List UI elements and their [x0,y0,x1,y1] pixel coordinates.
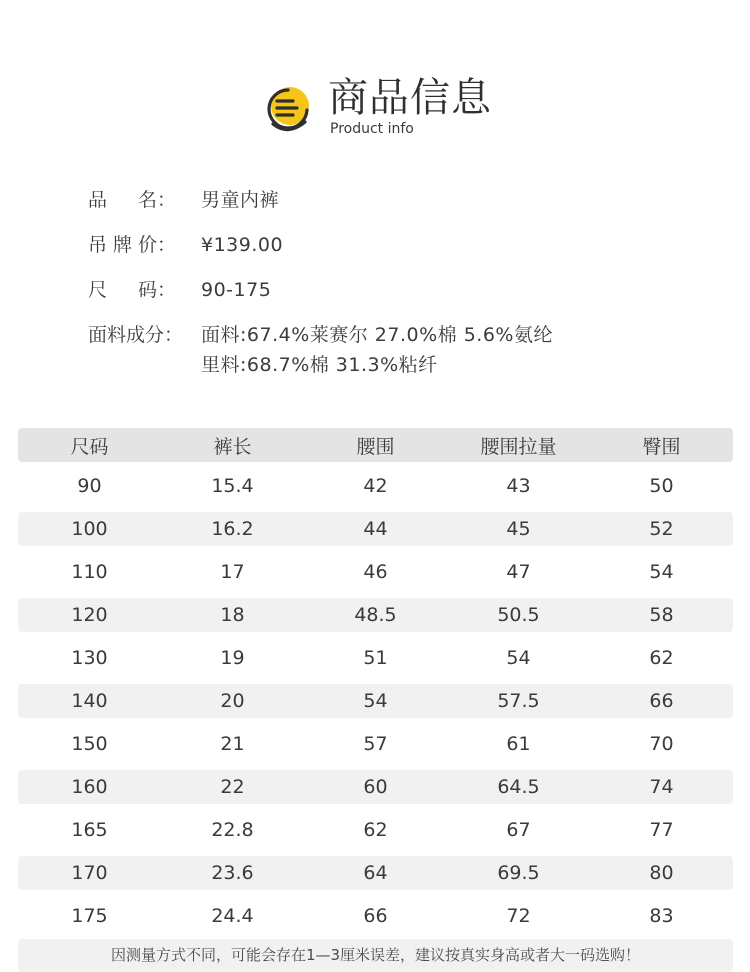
table-cell: 54 [506,647,531,669]
table-cell: 51 [363,647,388,669]
table-cell: 20 [220,690,245,712]
table-cell: 57 [363,733,388,755]
table-cell: 44 [363,518,388,540]
info-label: 尺 码： [88,279,176,301]
info-label: 品 名： [88,189,176,211]
table-cell: 130 [71,647,108,669]
table-cell: 50 [649,475,674,497]
info-value: ¥139.00 [201,234,284,256]
table-cell: 61 [506,733,531,755]
table-cell: 42 [363,475,388,497]
table-cell: 64.5 [497,776,540,798]
table-cell: 52 [649,518,674,540]
table-cell: 46 [363,561,388,583]
table-cell: 165 [71,819,108,841]
table-header-cell: 臀围 [642,435,681,458]
table-cell: 77 [649,819,674,841]
info-row-size [88,275,728,305]
info-row-name [88,185,728,215]
table-row [18,770,733,804]
table-cell: 54 [649,561,674,583]
table-row [18,512,733,546]
info-label: 吊 牌 价： [88,234,176,256]
product-info-list [88,185,728,376]
product-info-header [0,0,750,160]
table-cell: 120 [71,604,108,626]
table-body [18,469,733,933]
info-value-lining: 里料:68.7%棉 31.3%粘纤 [201,354,438,376]
table-row [18,469,733,503]
info-value: 面料:67.4%莱赛尔 27.0%棉 5.6%氨纶 [201,324,553,346]
size-table [18,428,733,933]
table-cell: 160 [71,776,108,798]
table-cell: 60 [363,776,388,798]
table-cell: 15.4 [211,475,254,497]
table-cell: 57.5 [497,690,540,712]
info-value: 90-175 [201,279,272,301]
table-row [18,813,733,847]
table-cell: 62 [363,819,388,841]
table-header-cell: 腰围 [356,435,395,458]
table-row [18,598,733,632]
table-cell: 48.5 [354,604,397,626]
table-cell: 54 [363,690,388,712]
table-row [18,727,733,761]
table-cell: 58 [649,604,674,626]
table-cell: 47 [506,561,531,583]
table-cell: 100 [71,518,108,540]
table-cell: 150 [71,733,108,755]
table-row [18,555,733,589]
table-cell: 74 [649,776,674,798]
table-cell: 43 [506,475,531,497]
table-cell: 22.8 [211,819,254,841]
table-cell: 45 [506,518,531,540]
table-cell: 67 [506,819,531,841]
table-cell: 24.4 [211,905,254,927]
table-cell: 66 [649,690,674,712]
table-row [18,684,733,718]
info-label: 面料成分： [88,324,184,346]
table-cell: 83 [649,905,674,927]
info-value: 男童内裤 [201,189,280,211]
product-info-logo-icon [263,84,313,134]
table-cell: 18 [220,604,245,626]
table-cell: 16.2 [211,518,254,540]
table-cell: 66 [363,905,388,927]
table-cell: 62 [649,647,674,669]
info-row-price [88,230,728,260]
page-title: 商品信息 [328,75,492,121]
table-cell: 80 [649,862,674,884]
table-cell: 22 [220,776,245,798]
table-header-row [18,428,733,462]
table-cell: 21 [220,733,245,755]
table-cell: 175 [71,905,108,927]
table-header-cell: 裤长 [213,435,252,458]
info-row-fabric [88,320,728,376]
table-cell: 64 [363,862,388,884]
table-cell: 50.5 [497,604,540,626]
measurement-note: 因测量方式不同，可能会存在1—3厘米误差，建议按真实身高或者大一码选购！ [18,939,733,972]
table-cell: 140 [71,690,108,712]
table-cell: 110 [71,561,108,583]
table-cell: 23.6 [211,862,254,884]
table-row [18,641,733,675]
table-cell: 69.5 [497,862,540,884]
page-subtitle: Product info [330,121,414,137]
table-row [18,856,733,890]
table-header-cell: 尺码 [70,435,109,458]
table-cell: 90 [77,475,102,497]
table-cell: 72 [506,905,531,927]
table-cell: 19 [220,647,245,669]
table-cell: 70 [649,733,674,755]
table-row [18,899,733,933]
table-cell: 17 [220,561,245,583]
table-header-cell: 腰围拉量 [480,435,557,458]
table-cell: 170 [71,862,108,884]
